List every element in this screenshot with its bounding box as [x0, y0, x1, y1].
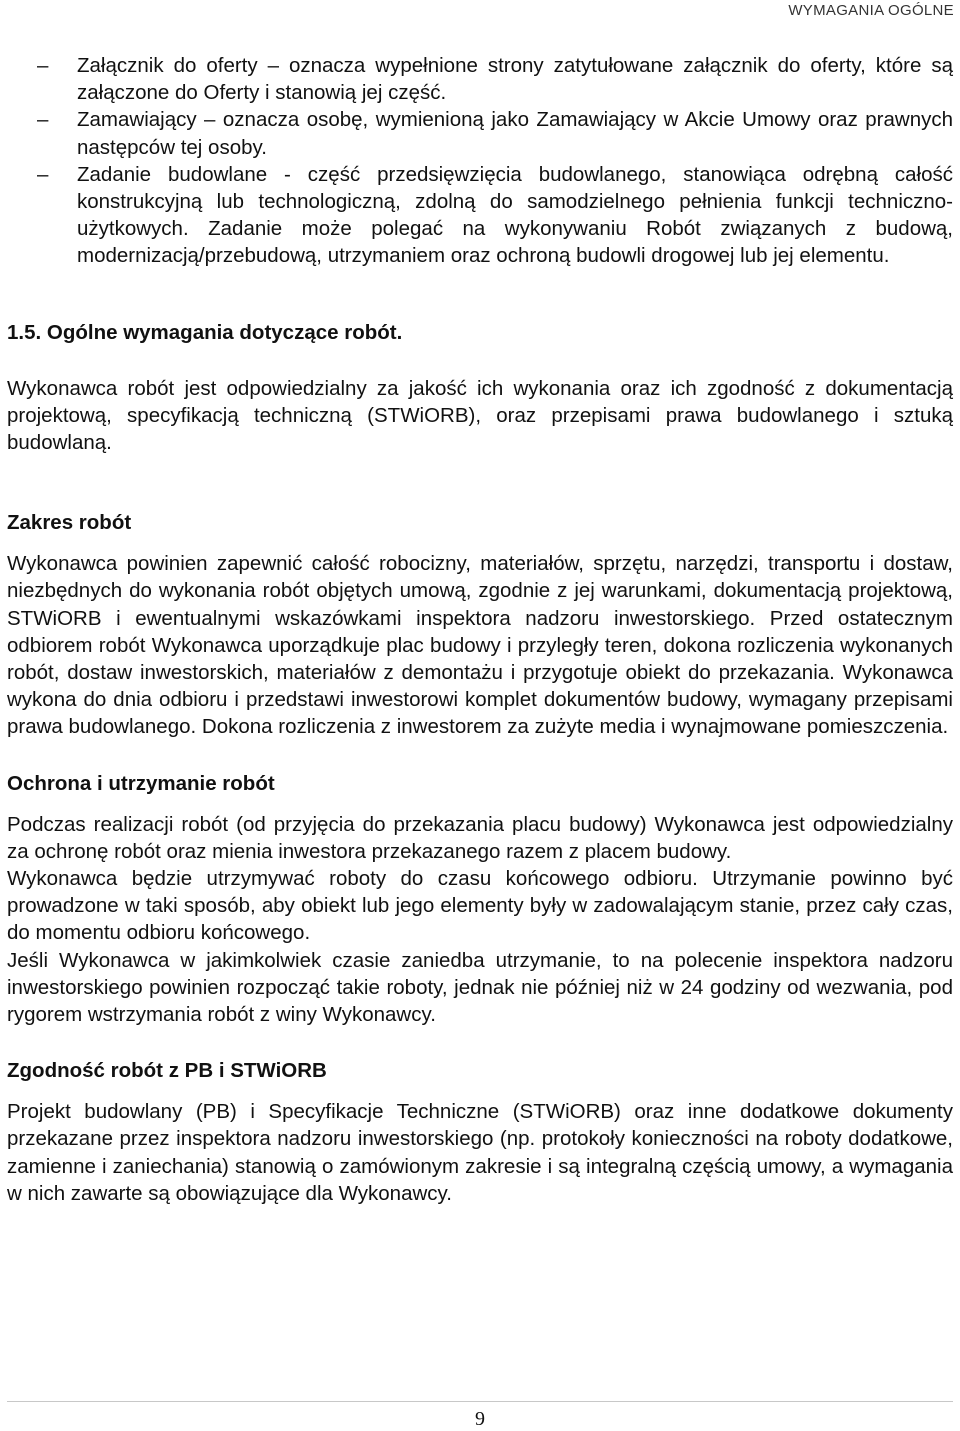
dash-bullet: – [37, 162, 49, 186]
document-body [7, 52, 953, 1207]
page-number: 9 [475, 1408, 485, 1430]
section-intro-paragraph: Wykonawca robót jest odpowiedzialny za jakość ich wykonania oraz ich zgodność z dokumentacją projektową, specyfikacją techniczną (STWiORB), oraz przepisami prawa budowlanego i sztuką budowlaną. [7, 376, 953, 455]
dash-bullet: – [37, 54, 49, 77]
list-item [7, 161, 953, 270]
running-header: WYMAGANIA OGÓLNE [788, 2, 954, 19]
list-item [7, 52, 953, 106]
footer-divider [7, 1401, 953, 1402]
ochrona-paragraph: Wykonawca będzie utrzymywać roboty do czasu końcowego odbioru. Utrzymanie powinno być prowadzone w taki sposób, aby obiekt lub jego elementy były w zadowalającym stanie, przez cały czas, do momentu odbioru końcowego. [7, 867, 953, 945]
zakres-paragraph: Wykonawca powinien zapewnić całość robocizny, materiałów, sprzętu, narzędzi, transportu i dostaw, niezbędnych do wykonania robót objętych umową, zgodnie z jej warunkami, dokumentacją projektową, STWiORB i ewentualnymi wskazówkami inspektora nadzoru inwestorskiego. Przed ostatecznym odbiorem robót Wykonawca uporządkuje plac budowy i przyległy teren, dokona rozliczenia wykonanych robót, dostaw inwestorskich, materiałów z demontażu i przygotuje obiekt do przekazania. Wykonawca wykona do dnia odbioru i przedstawi inwestorowi komplet dokumentów budowy, wymagany przepisami prawa budowlanego. Dokona rozliczenia z inwestorem za zużyte media i wynajmowane pomieszczenia. [7, 552, 953, 739]
definitions-list [7, 52, 953, 270]
list-item-text: Zadanie budowlane - część przedsięwzięcia budowlanego, stanowiąca odrębną całość konstrukcyjną lub technologiczną, zdolną do samodzielnego pełnienia funkcji techniczno-użytkowych. Zadanie może polegać na wykonywaniu Robót związanych z budową, modernizacją/przebudową, utrzymaniem oraz ochroną budowli drogowej lub jej elementu. [77, 162, 953, 268]
ochrona-paragraph: Jeśli Wykonawca w jakimkolwiek czasie zaniedba utrzymanie, to na polecenie inspektora nadzoru inwestorskiego powinien rozpocząć takie roboty, jednak nie później niż w 24 godziny od wezwania, pod rygorem wstrzymania robót z winy Wykonawcy. [7, 948, 953, 1027]
subheading-zgodnosc: Zgodność robót z PB i STWiORB [7, 1059, 327, 1083]
list-item-text: Załącznik do oferty – oznacza wypełnione strony zatytułowane załącznik do oferty, które są załączone do Oferty i stanowią jej część. [77, 54, 953, 105]
subheading-zakres: Zakres robót [7, 511, 132, 535]
dash-bullet: – [37, 108, 49, 132]
section-heading: 1.5. Ogólne wymagania dotyczące robót. [7, 320, 403, 344]
zgodnosc-paragraph: Projekt budowlany (PB) i Specyfikacje Techniczne (STWiORB) oraz inne dodatkowe dokumenty przekazane przez inspektora nadzoru inwestorskiego (np. protokoły konieczności na roboty dodatkowe, zamienne i zaniechania) stanowią o zamówionym zakresie i są integralną częścią umowy, a wymagania w nich zawarte są obowiązujące dla Wykonawcy. [7, 1100, 953, 1205]
ochrona-paragraph: Podczas realizacji robót (od przyjęcia do przekazania placu budowy) Wykonawca jest odpowiedzialny za ochronę robót oraz mienia inwestora przekazanego razem z placem budowy. [7, 812, 953, 863]
list-item [7, 106, 953, 160]
list-item-text: Zamawiający – oznacza osobę, wymienioną jako Zamawiający w Akcie Umowy oraz prawnych następców tej osoby. [77, 108, 953, 159]
subheading-ochrona: Ochrona i utrzymanie robót [7, 771, 275, 795]
